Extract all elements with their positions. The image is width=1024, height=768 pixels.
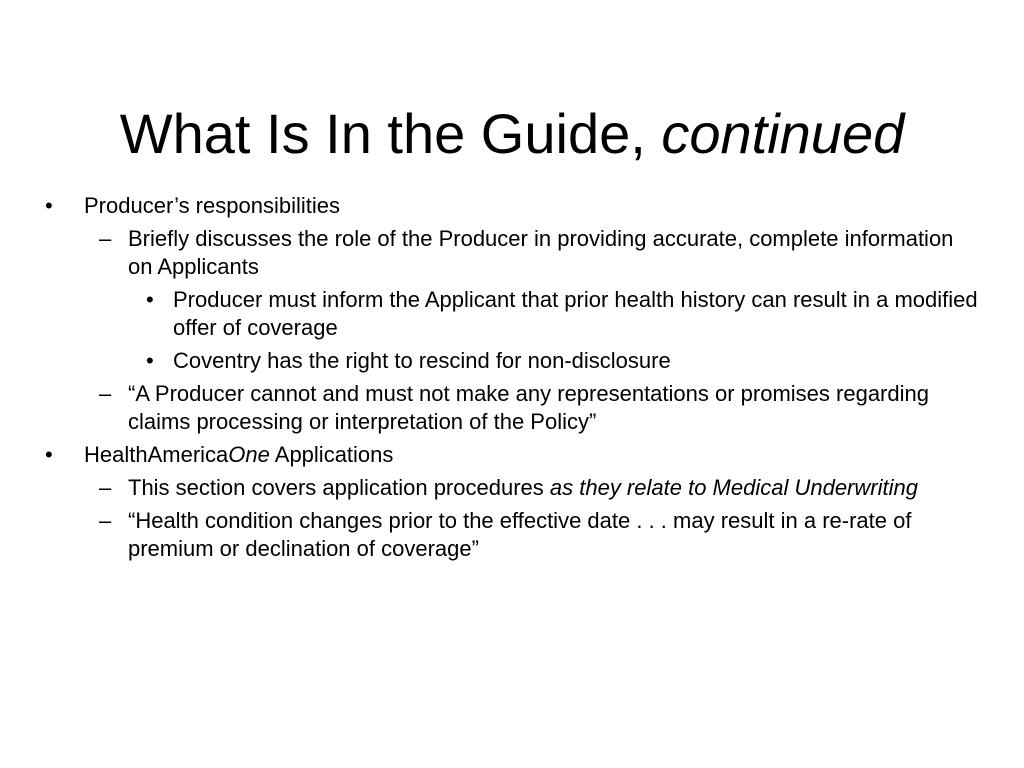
dash-marker: – bbox=[99, 475, 112, 500]
sub-sub-bullet-rescind bbox=[40, 347, 980, 375]
bullet-healthamericaone-applications bbox=[40, 441, 980, 469]
bullet-text: Producer’s responsibilities bbox=[84, 193, 340, 218]
bullet-text-prefix: HealthAmerica bbox=[84, 442, 229, 467]
sub-sub-bullet-text: Coventry has the right to rescind for non-disclosure bbox=[173, 348, 671, 373]
dash-marker: – bbox=[99, 226, 112, 251]
dash-marker: – bbox=[99, 508, 112, 533]
dash-marker: – bbox=[99, 381, 112, 406]
sub-bullet-briefly-discusses bbox=[40, 225, 980, 281]
slide-title-italic: continued bbox=[661, 101, 905, 165]
bullet-marker: • bbox=[146, 348, 154, 373]
slide-title bbox=[0, 100, 1024, 168]
sub-bullet-text: “A Producer cannot and must not make any representations or promises regarding claims processing or interpretation of the Policy” bbox=[128, 381, 929, 434]
sub-bullet-text-prefix: This section covers application procedures bbox=[128, 475, 550, 500]
sub-bullet-health-condition-quote bbox=[40, 507, 980, 563]
sub-sub-bullet-inform-applicant bbox=[40, 286, 980, 342]
bullet-marker: • bbox=[146, 287, 154, 312]
sub-bullet-text: Briefly discusses the role of the Producer in providing accurate, complete information on Applicants bbox=[128, 226, 954, 279]
slide-title-regular: What Is In the Guide, bbox=[119, 101, 662, 165]
sub-sub-bullet-text: Producer must inform the Applicant that prior health history can result in a modified offer of coverage bbox=[173, 287, 978, 340]
bullet-marker: • bbox=[45, 442, 53, 467]
sub-bullet-text-italic: as they relate to Medical Underwriting bbox=[549, 475, 918, 500]
sub-bullet-text: “Health condition changes prior to the effective date . . . may result in a re-rate of premium or declination of coverage” bbox=[128, 508, 912, 561]
bullet-producer-responsibilities bbox=[40, 192, 980, 220]
bullet-marker: • bbox=[45, 193, 53, 218]
bullet-text-suffix: Applications bbox=[269, 442, 394, 467]
bullet-text-italic: One bbox=[228, 442, 270, 467]
bullet-list bbox=[40, 192, 980, 568]
sub-bullet-application-procedures bbox=[40, 474, 980, 502]
sub-bullet-producer-quote bbox=[40, 380, 980, 436]
